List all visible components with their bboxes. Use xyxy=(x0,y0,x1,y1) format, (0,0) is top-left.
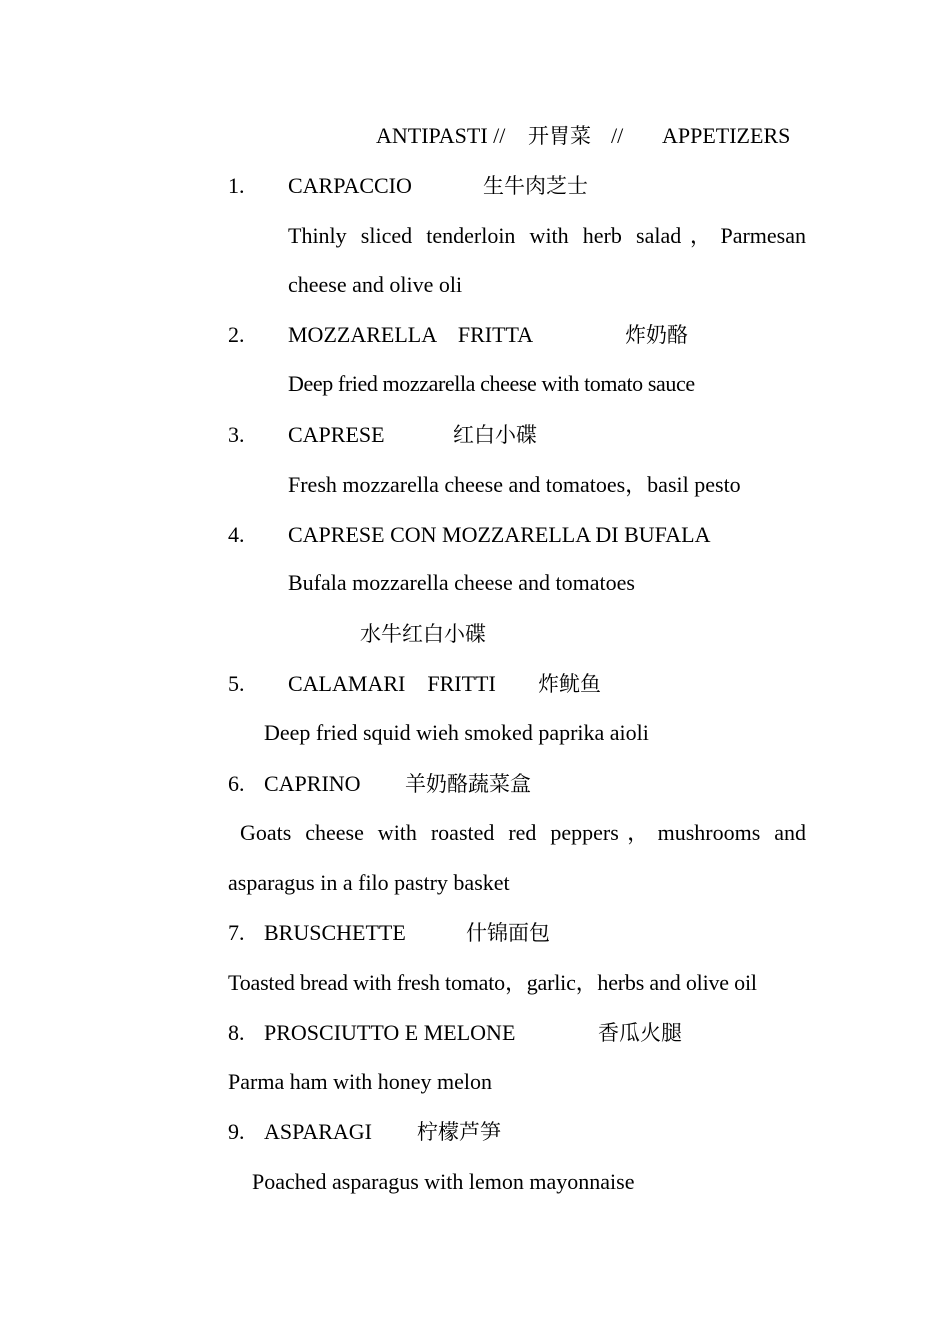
item-name: PROSCIUTTO E MELONE xyxy=(264,1020,516,1045)
menu-heading-appetizers: APPETIZERS xyxy=(662,123,791,148)
item-description-continued: cheese and olive oli xyxy=(288,272,463,297)
item-number: 1. xyxy=(228,173,245,198)
item-number: 2. xyxy=(228,322,245,347)
item-chinese-name: 红白小碟 xyxy=(453,423,537,447)
menu-heading-separator: // xyxy=(611,123,624,148)
menu-heading-antipasti: ANTIPASTI // xyxy=(376,123,506,148)
item-name: CAPRINO xyxy=(264,771,361,796)
item-chinese-name: 炸奶酪 xyxy=(625,323,688,347)
item-description: Deep fried mozzarella cheese with tomato sauce xyxy=(288,371,695,396)
item-chinese-name: 香瓜火腿 xyxy=(598,1021,682,1045)
item-name: CALAMARI FRITTI xyxy=(288,671,496,696)
item-chinese-name: 什锦面包 xyxy=(466,921,550,945)
item-chinese-name: 柠檬芦笋 xyxy=(417,1120,501,1144)
item-name: CAPRESE xyxy=(288,422,385,447)
item-number: 7. xyxy=(228,920,245,945)
item-description: Fresh mozzarella cheese and tomatoes，basil pesto xyxy=(288,472,741,497)
item-chinese-name: 水牛红白小碟 xyxy=(360,622,486,646)
item-description-continued: asparagus in a filo pastry basket xyxy=(228,870,510,895)
item-number: 4. xyxy=(228,522,245,547)
item-name: CARPACCIO xyxy=(288,173,412,198)
item-name: MOZZARELLA FRITTA xyxy=(288,322,534,347)
item-description: Goats cheese with roasted red peppers，mushrooms and xyxy=(240,820,806,845)
item-chinese-name: 羊奶酪蔬菜盒 xyxy=(405,772,531,796)
item-description: Bufala mozzarella cheese and tomatoes xyxy=(288,570,635,595)
item-description: Poached asparagus with lemon mayonnaise xyxy=(252,1169,635,1194)
item-description: Thinly sliced tenderloin with herb salad，Parmesan xyxy=(288,223,806,248)
item-name: BRUSCHETTE xyxy=(264,920,406,945)
item-name: CAPRESE CON MOZZARELLA DI BUFALA xyxy=(288,522,711,547)
item-number: 8. xyxy=(228,1020,245,1045)
item-number: 6. xyxy=(228,771,245,796)
item-number: 3. xyxy=(228,422,245,447)
item-number: 5. xyxy=(228,671,245,696)
item-chinese-name: 生牛肉芝士 xyxy=(483,174,588,198)
item-description: Deep fried squid wieh smoked paprika aioli xyxy=(264,720,649,745)
item-description: Toasted bread with fresh tomato，garlic，herbs and olive oil xyxy=(228,970,757,995)
item-description: Parma ham with honey melon xyxy=(228,1069,492,1094)
item-number: 9. xyxy=(228,1119,245,1144)
menu-heading-chinese: 开胃菜 xyxy=(528,124,591,148)
item-chinese-name: 炸鱿鱼 xyxy=(538,672,601,696)
item-name: ASPARAGI xyxy=(264,1119,373,1144)
